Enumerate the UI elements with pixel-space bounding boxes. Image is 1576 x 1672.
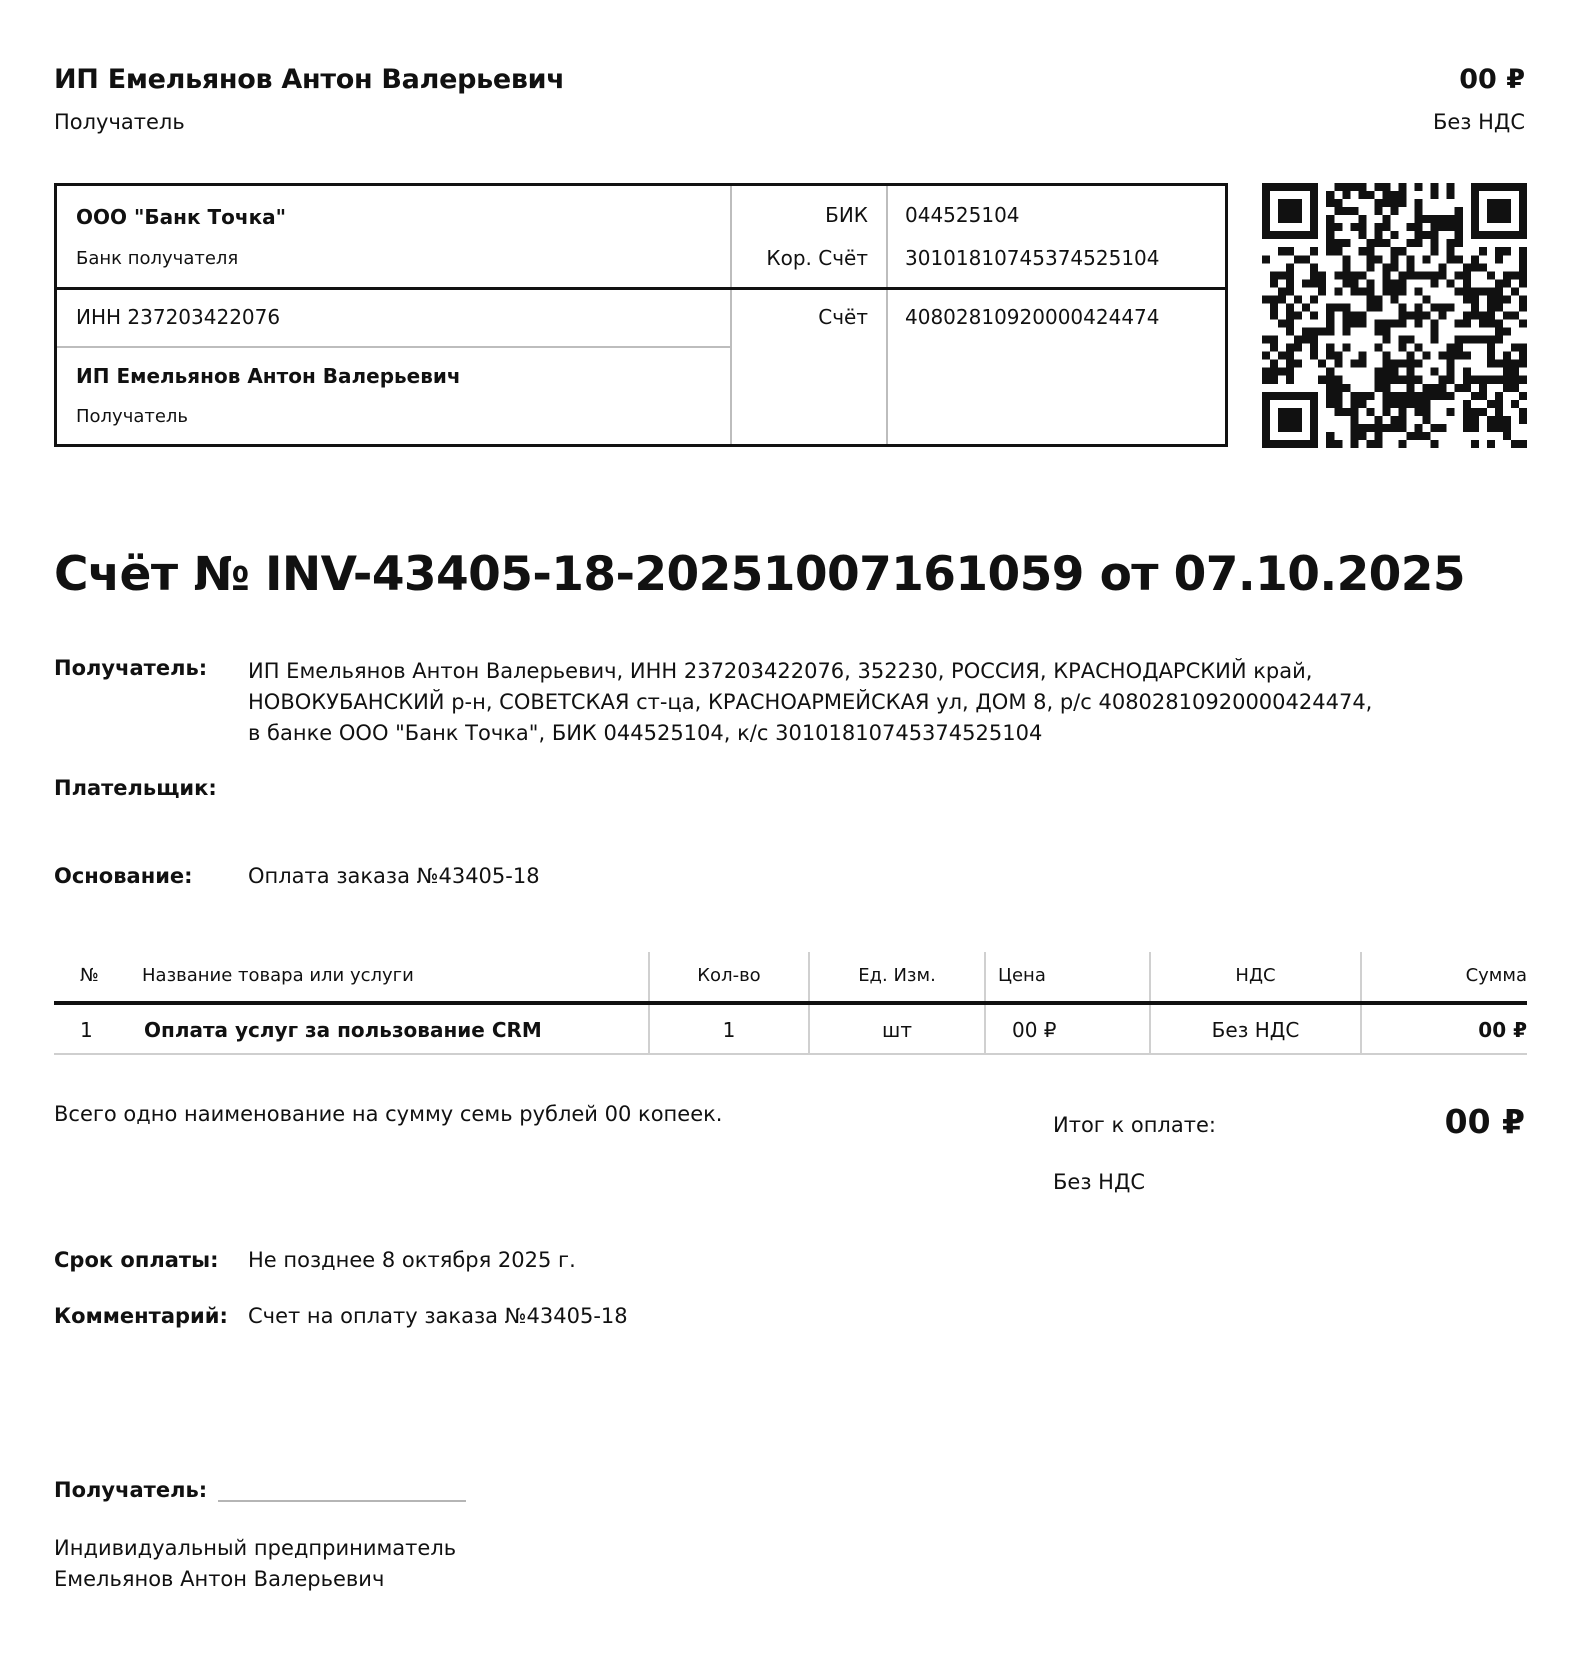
row-qty: 1	[722, 1018, 736, 1042]
total-label: Итог к оплате:	[1053, 1113, 1216, 1137]
due-value: Не позднее 8 октября 2025 г.	[248, 1248, 576, 1272]
col-header-qty: Кол-во	[697, 965, 761, 986]
sign-label: Получатель:	[54, 1478, 208, 1502]
recipient-caption: Получатель	[54, 110, 185, 134]
row-sum: 00 ₽	[1478, 1018, 1527, 1042]
bank-divider	[730, 186, 732, 444]
bank-divider-thick	[57, 287, 1225, 290]
recipient-details	[248, 656, 1538, 749]
table-header-border	[54, 1001, 1527, 1005]
col-header-vat: НДС	[1235, 965, 1276, 986]
account-label: Счёт	[818, 305, 868, 329]
items-table	[54, 952, 1527, 1056]
recipient-details-line: в банке ООО "Банк Точка", БИК 044525104, к/с 30101810745374525104	[248, 721, 1043, 745]
signer	[54, 1533, 654, 1595]
bank-details-block	[54, 183, 1228, 447]
recipient-label: Получатель:	[54, 656, 208, 680]
amount-in-words: Всего одно наименование на сумму семь рублей 00 копеек.	[54, 1102, 723, 1126]
recipient-details-line: ИП Емельянов Антон Валерьевич, ИНН 237203422076, 352230, РОССИЯ, КРАСНОДАРСКИЙ край,	[248, 659, 1313, 683]
bank-caption: Банк получателя	[76, 248, 239, 269]
invoice-title: Счёт № INV-43405-18-20251007161059 от 07.10.2025	[54, 547, 1465, 602]
basis-label: Основание:	[54, 864, 193, 888]
due-label: Срок оплаты:	[54, 1248, 219, 1272]
basis-value: Оплата заказа №43405-18	[248, 864, 540, 888]
bank-recipient-caption: Получатель	[76, 406, 189, 427]
table-row-border	[54, 1053, 1527, 1055]
total-value: 00 ₽	[1444, 1102, 1525, 1141]
bank-recipient-name: ИП Емельянов Антон Валерьевич	[76, 364, 461, 388]
recipient-name: ИП Емельянов Антон Валерьевич	[54, 64, 565, 95]
col-header-unit: Ед. Изм.	[858, 965, 936, 986]
col-header-name: Название товара или услуги	[142, 965, 414, 986]
bik-label: БИК	[825, 203, 868, 227]
payer-label: Плательщик:	[54, 776, 217, 800]
col-header-num: №	[80, 965, 99, 986]
row-unit: шт	[882, 1018, 912, 1042]
corr-account-value: 30101810745374525104	[905, 246, 1160, 270]
comment-label: Комментарий:	[54, 1304, 228, 1328]
total-vat: Без НДС	[1053, 1170, 1146, 1194]
bank-divider-thin	[57, 346, 732, 348]
row-num: 1	[80, 1018, 93, 1042]
row-vat: Без НДС	[1211, 1018, 1300, 1042]
col-header-sum: Сумма	[1465, 965, 1527, 986]
signer-title: Индивидуальный предприниматель	[54, 1536, 457, 1560]
recipient-details-line: НОВОКУБАНСКИЙ р-н, СОВЕТСКАЯ ст-ца, КРАСНОАРМЕЙСКАЯ ул, ДОМ 8, р/с 40802810920000424474,	[248, 690, 1373, 714]
corr-account-label: Кор. Счёт	[766, 246, 868, 270]
account-value: 40802810920000424474	[905, 305, 1160, 329]
bank-name: ООО "Банк Точка"	[76, 205, 287, 229]
bik-value: 044525104	[905, 203, 1020, 227]
col-header-price: Цена	[998, 965, 1046, 986]
row-name: Оплата услуг за пользование CRM	[144, 1018, 542, 1042]
signature-line	[218, 1500, 466, 1502]
signer-name: Емельянов Антон Валерьевич	[54, 1567, 385, 1591]
qr-code-icon	[1262, 183, 1527, 448]
row-price: 00 ₽	[1012, 1018, 1057, 1042]
header-vat: Без НДС	[1432, 110, 1525, 134]
inn: ИНН 237203422076	[76, 305, 281, 329]
bank-divider	[886, 186, 888, 444]
header-amount: 00 ₽	[1459, 64, 1525, 95]
comment-value: Счет на оплату заказа №43405-18	[248, 1304, 628, 1328]
